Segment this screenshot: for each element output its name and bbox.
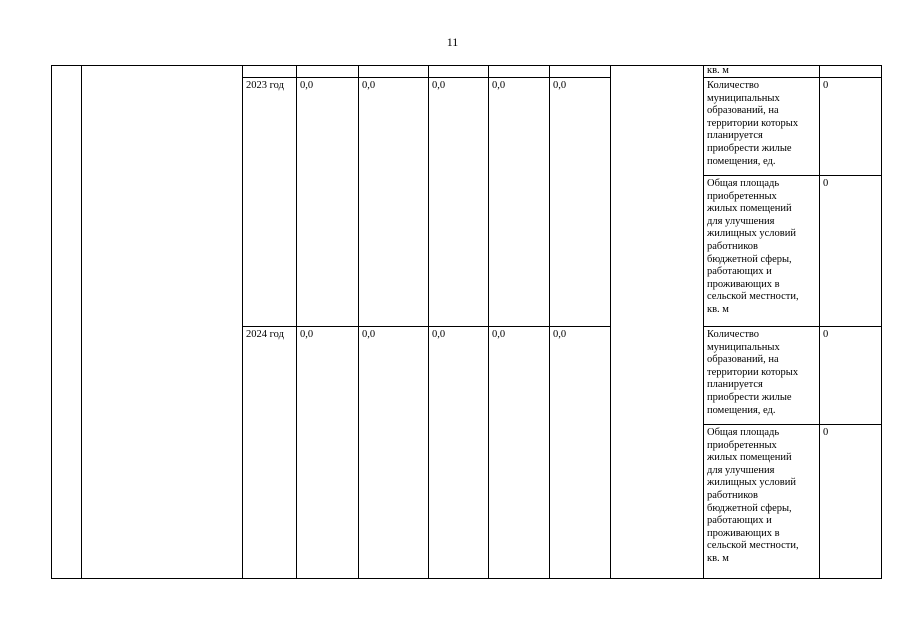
indicator-text: Общая площадь приобретенных жилых помещений для улучшения жилищных условий работников бюджетной сферы, работающих и проживающих в сельской местности, кв. м xyxy=(707,427,799,564)
indicator-text: Общая площадь приобретенных жилых помещений для улучшения жилищных условий работников бюджетной сферы, работающих и проживающих в сельской местности, кв. м xyxy=(707,178,799,315)
row-separator xyxy=(703,424,882,425)
indicator-value: 0 xyxy=(823,178,829,189)
indicator-value: 0 xyxy=(823,80,829,91)
table-bottom-border xyxy=(51,578,882,579)
col-separator xyxy=(819,65,820,579)
carry-over-text: кв. м xyxy=(707,65,729,76)
value-cell: 0,0 xyxy=(362,80,376,91)
indicator-text: Количество муниципальных образований, на территории которых планируется приобрести жилые помещения, ед. xyxy=(707,80,799,167)
indicator-text: Количество муниципальных образований, на территории которых планируется приобрести жилые помещения, ед. xyxy=(707,329,799,416)
value-cell: 0,0 xyxy=(492,80,506,91)
table-top-border xyxy=(51,65,882,66)
row-separator xyxy=(703,175,882,176)
indicator-value: 0 xyxy=(823,329,829,340)
col-separator xyxy=(81,65,82,579)
value-cell: 0,0 xyxy=(432,80,446,91)
year-cell: 2024 год xyxy=(246,329,284,340)
row-separator xyxy=(703,77,882,78)
table-right-border xyxy=(881,65,882,579)
col-separator xyxy=(296,65,297,579)
table-left-border xyxy=(51,65,52,579)
col-separator xyxy=(488,65,489,579)
value-cell: 0,0 xyxy=(362,329,376,340)
page-number: 11 xyxy=(446,35,459,49)
col-separator xyxy=(610,65,611,579)
value-cell: 0,0 xyxy=(553,329,567,340)
year-cell: 2023 год xyxy=(246,80,284,91)
col-separator xyxy=(358,65,359,579)
value-cell: 0,0 xyxy=(432,329,446,340)
col-separator xyxy=(703,65,704,579)
value-cell: 0,0 xyxy=(553,80,567,91)
value-cell: 0,0 xyxy=(492,329,506,340)
row-separator xyxy=(242,326,611,327)
indicator-value: 0 xyxy=(823,427,829,438)
row-separator xyxy=(703,326,882,327)
col-separator xyxy=(549,65,550,579)
row-separator xyxy=(242,77,611,78)
col-separator xyxy=(428,65,429,579)
col-separator xyxy=(242,65,243,579)
value-cell: 0,0 xyxy=(300,80,314,91)
value-cell: 0,0 xyxy=(300,329,314,340)
